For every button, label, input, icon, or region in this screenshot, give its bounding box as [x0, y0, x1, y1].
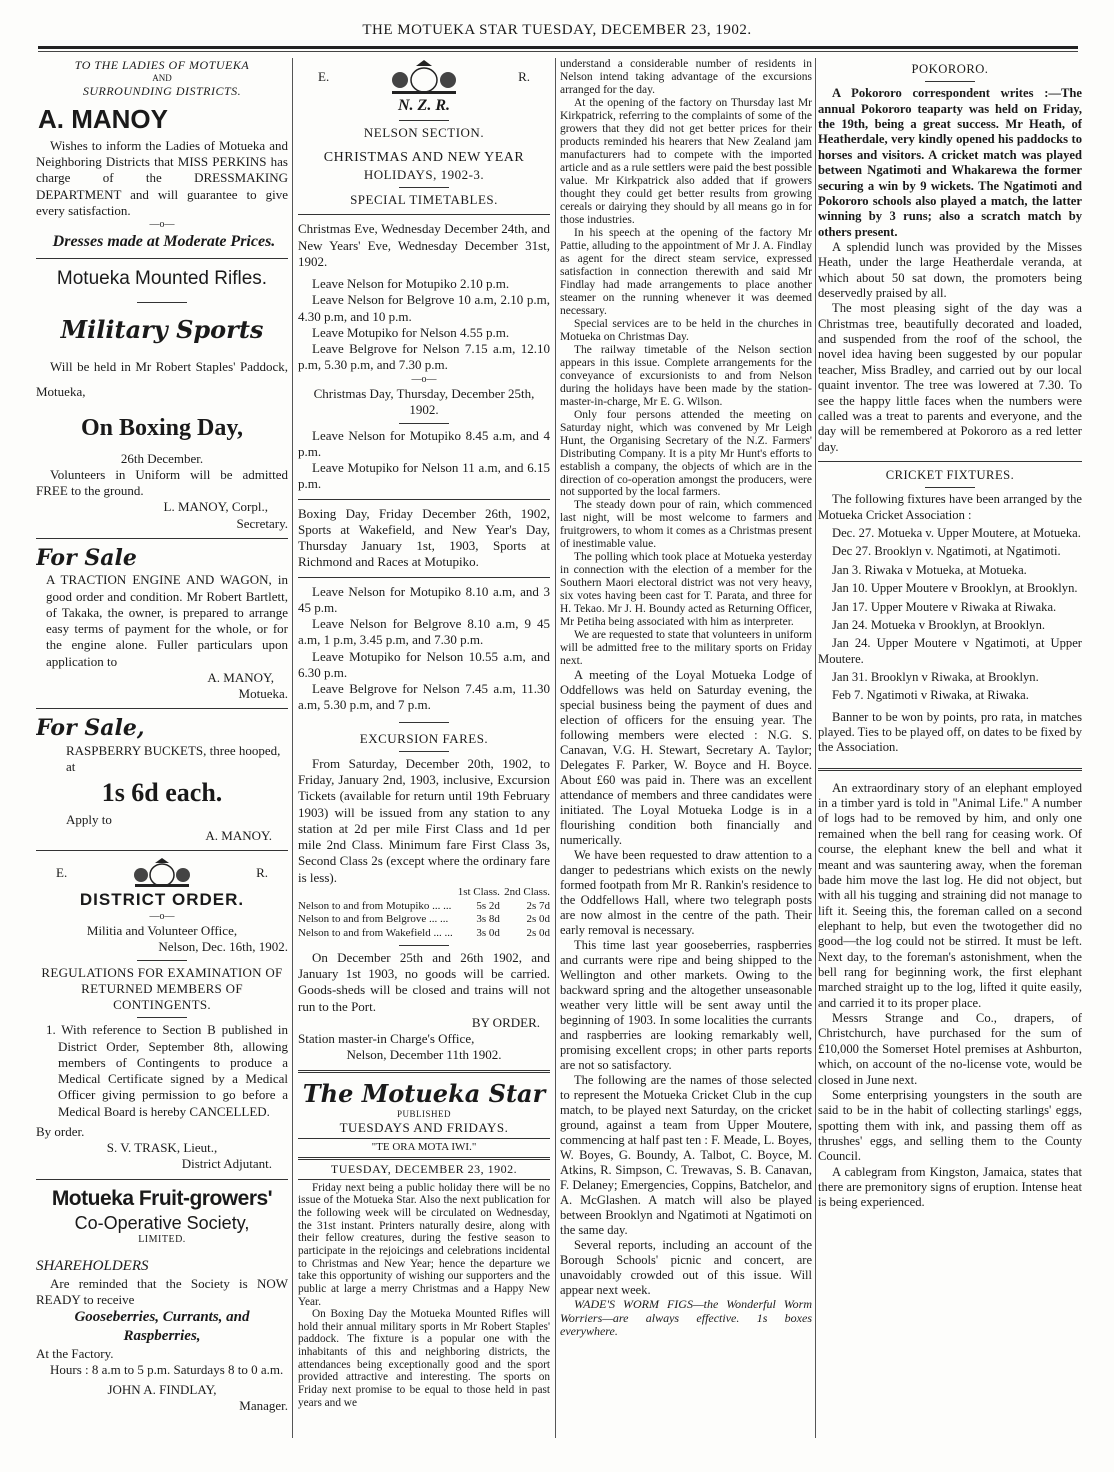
fares-col-second: 2nd Class.	[504, 885, 550, 898]
timetable-entry: Leave Motupiko for Nelson 10.55 a.m, and 6.30 p.m.	[298, 648, 550, 680]
rifles-advert	[36, 267, 288, 532]
fare-first: 3s 0d	[476, 927, 500, 939]
royal-crest	[36, 857, 288, 889]
column-1	[36, 58, 288, 1415]
divider	[298, 499, 550, 500]
divider	[818, 768, 1082, 771]
fixture-item: Jan 3. Riwaka v Motueka, at Motueka.	[832, 562, 1027, 577]
fare-first: 5s 2d	[476, 899, 500, 912]
timetables-heading: SPECIAL TIMETABLES.	[350, 192, 498, 207]
news-paragraph: The most pleasing sight of the day was a Christmas tree, beautifully decorated and loaded, and suspended from the roof of the school, the novel idea having been suggested by our popular teacher, Miss Bradley, and carried out by our local quaint inventor. The tree was lowered at 7.30. To see the happy little faces when the numbers were called was a treat to parents and everyone, and the day will be remembered at Pokororo as a red letter day.	[818, 301, 1082, 454]
goods-notice: On December 25th and 26th 1902, and January 1st 1903, no goods will be carried. Goods-sheds will be closed and trains will not run to the Port.	[298, 949, 550, 1014]
rifles-title: Motueka Mounted Rifles.	[56, 267, 268, 289]
masthead-rule-thin	[38, 51, 1078, 52]
ad-heading-sub: SURROUNDING DISTRICTS.	[82, 84, 242, 99]
divider	[36, 708, 288, 709]
signature: S. V. TRASK, Lieut.,	[106, 1140, 218, 1156]
divider	[137, 302, 187, 303]
fare-second: 2s 0d	[526, 913, 550, 926]
fare-second: 2s 7d	[526, 899, 550, 912]
divider	[36, 850, 288, 851]
volunteers-note: Volunteers in Uniform will be admitted FREE to the ground.	[36, 466, 288, 499]
schedule-heading: Christmas Eve, Wednesday December 24th, and New Years' Eve, Wednesday December 31st, 1902.	[298, 221, 550, 269]
column-divider	[815, 58, 816, 1438]
station-office: Station master-in Charge's Office,	[298, 1031, 475, 1046]
news-paragraph: Several reports, including an account of the Borough Schools' picnic and concert, are unavoidably crowded out of this issue. Will appear next week.	[560, 1238, 812, 1298]
pokororo-heading: POKORORO.	[911, 62, 989, 76]
news-paragraph: We are requested to state that volunteers in uniform will be admitted free to the military sports on Friday next.	[560, 629, 812, 668]
crest-e: E.	[56, 865, 68, 881]
nzr-heading: N. Z. R.	[398, 97, 450, 114]
news-paragraph: Only four persons attended the meeting on Saturday night, which was convened by Mr Leigh Hunt, the Organising Secretary of the N.Z. Farmers' Distributing Company. It is a pity Mr Hunt's efforts to establish a company, the objects of which are in the direction of co-operation amongst the producers, were not supported by the local farmers.	[560, 408, 812, 499]
fixture-item: Jan 17. Upper Moutere v Riwaka at Riwaka.	[832, 599, 1057, 614]
fixture-item: Jan 10. Upper Moutere v Brooklyn, at Brooklyn.	[832, 581, 1078, 596]
advertiser-name: A. MANOY	[38, 104, 168, 135]
signature-role: Manager.	[239, 1398, 288, 1414]
divider	[36, 1179, 288, 1180]
divider	[137, 1017, 187, 1018]
section-heading: NELSON SECTION.	[363, 125, 485, 140]
divider	[298, 1179, 550, 1180]
crest-e: E.	[318, 68, 330, 84]
office-date: Nelson, Dec. 16th, 1902.	[158, 939, 288, 955]
ad-heading: TO THE LADIES OF MOTUEKA	[74, 58, 250, 72]
news-paragraph: We have been requested to draw attention to a danger to pedestrians which exists on the newly formed footpath from Mr R. Rankin's residence to the Oddfellows Hall, where two telegraph posts are now almost in the centre of the path. Their early removal is necessary.	[560, 848, 812, 938]
news-paragraph: This time last year gooseberries, raspberries and currants were ripe and being shipped to the Wellington and other markets. Owing to the backward spring and the altogether unseasonable weather very little will be sent away until the beginning of 1903. In some localities the currants and raspberries are looking remarkably well, promising excellent crops; in other parts reports are not so satisfactory.	[560, 938, 812, 1073]
office-line: Militia and Volunteer Office,	[86, 923, 238, 939]
hours: Hours : 8 a.m to 5 p.m. Saturdays 8 to 0 a.m.	[50, 1361, 284, 1377]
timetable-entry: Leave Nelson for Belgrove 8.10 a.m, 9 45 a.m, 1 p.m, 3.45 p.m, and 7.30 p.m.	[298, 616, 550, 648]
fare-route: Nelson to and from Wakefield ... ...	[298, 927, 453, 939]
signature-role: Secretary.	[236, 515, 288, 531]
coat-of-arms-icon	[384, 58, 464, 96]
fare-route: Nelson to and from Belgrove ... ...	[298, 913, 449, 926]
newspaper-title: The Motueka Star	[302, 1078, 546, 1108]
fare-second: 2s 0d	[526, 927, 550, 939]
divider	[399, 423, 449, 424]
regulations-heading: REGULATIONS FOR EXAMINATION OF RETURNED MEMBERS OF CONTINGENTS.	[41, 964, 283, 1013]
fares-body: From Saturday, December 20th, 1902, to Friday, January 2nd, 1903, inclusive, Excursion Tickets (available for return until 19th February 1903) will be issued from any station to any station at 2d per mile First Class and 1d per mile 2nd Class. Minimum fare First Class 3s, Second Class 2s (except where the ordinary fare is less).	[298, 755, 550, 885]
fixture-item: Jan 24. Motueka v Brooklyn, at Brooklyn.	[832, 617, 1046, 632]
regulation-item: 1. With reference to Section B published in District Order, September 8th, allowing members of Contingents to produce a Medical Certificate signed by a Medical Officer giving permission to go before a Medical Board is hereby CANCELLED.	[46, 1022, 288, 1119]
for-sale-body: A TRACTION ENGINE AND WAGON, in good order and condition. Mr Robert Bartlett, of Takaka, the owner, is prepared to arrange easy terms of payment for the whole, or for the engine alone. Fuller particulars upon application to	[46, 572, 288, 669]
fixture-item: Dec. 27. Motueka v. Upper Moutere, at Motueka.	[832, 526, 1081, 541]
manoy-advert	[36, 58, 288, 252]
divider	[399, 187, 449, 188]
news-paragraph: Messrs Strange and Co., drapers, of Christchurch, have purchased for the sum of £10,000 the Somerset Hotel premises at Ashburton, which, on account of the no-license vote, would be closed in June next.	[818, 1011, 1082, 1087]
news-paragraph: The steady down pour of rain, which commenced last night, will be most welcome to farmers and fruitgrowers, to whom it comes as a Christmas present of inestimable value.	[560, 499, 812, 551]
limited: LIMITED.	[138, 1234, 186, 1246]
divider	[36, 538, 288, 539]
signature: JOHN A. FINDLAY,	[107, 1382, 217, 1398]
holidays-heading: CHRISTMAS AND NEW YEAR	[323, 150, 525, 166]
fares-heading: EXCURSION FARES.	[359, 730, 489, 746]
royal-crest	[298, 58, 550, 96]
divider	[925, 487, 975, 488]
table-row	[298, 913, 550, 927]
timetable-entry: Leave Nelson for Motupiko 8.10 a.m, and 3 45 p.m.	[298, 583, 550, 615]
shareholders-heading: SHAREHOLDERS	[36, 1257, 149, 1274]
signature-place: Motueka.	[238, 686, 288, 702]
timetable-entry: Leave Belgrove for Nelson 7.15 a.m, 12.10 p.m, 5.30 p.m, and 7.30 p.m.	[298, 341, 550, 373]
divider	[399, 120, 449, 121]
divider	[137, 960, 187, 961]
signature: A. MANOY.	[205, 828, 272, 844]
news-paragraph: At the opening of the factory on Thursday last Mr Kirkpatrick, referring to the complaints of some of the growers that they did not get better prices for their products reminded his hearers that New Zealand jam manufacturers had to compete with the imported article and as a rule settlers were paid the best possible value. Mr Kirkpatrick also added that if growers thought they could get better results from growing cereals or dairying they should by all means go in for those industries.	[560, 96, 812, 226]
published-label: PUBLISHED	[396, 1108, 451, 1119]
divider	[298, 1138, 550, 1139]
divider	[818, 461, 1082, 462]
divider	[399, 751, 449, 752]
shareholders-note: Are reminded that the Society is NOW READY to receive	[36, 1275, 288, 1307]
for-sale-buckets-advert	[36, 715, 288, 844]
editorial-paragraph: Friday next being a public holiday there will be no issue of the Motueka Star. Also the next publication for the following week will be circulated on Wednesday, the 31st instant. Printers naturally desire, along with their fellow creatures, during the festive season to participate in the rejoicings and celebrations incidental to Christmas and New Year; hence the departure we take this opportunity of wishing our supporters and the public at large a merry Christmas and a Happy New Year.	[298, 1181, 550, 1308]
fares-col-first: 1st Class.	[457, 885, 500, 898]
masthead-rule	[38, 46, 1078, 49]
news-paragraph: understand a considerable number of residents in Nelson intend taking advantage of the excursions arranged for the day.	[560, 58, 812, 96]
schedule-heading: Boxing Day, Friday December 26th, 1902, Sports at Wakefield, and New Year's Day, Thursday January 1st, 1903, Sports at Richmond and Races at Motupiko.	[298, 505, 550, 570]
boxing-day-heading: On Boxing Day,	[80, 414, 244, 441]
signature: L. MANOY, Corpl.,	[163, 499, 268, 515]
signature: A. MANOY,	[207, 669, 274, 685]
editorial-paragraph: On Boxing Day the Motueka Mounted Rifles will hold their annual military sports in Mr Robert Staples' paddock. The fixture is a popular one with the inhabitants of this and neighboring districts, the attendances being exceptionally good and the sport provided attractive and interesting. The sports on Friday next promise to be equal to those held in past years and we	[298, 1308, 550, 1409]
dateline: TUESDAY, DECEMBER 23, 1902.	[330, 1161, 518, 1176]
district-order-title: DISTRICT ORDER.	[79, 890, 245, 910]
news-paragraph: The following are the names of those selected to represent the Motueka Cricket Club in the cup match, to be played next Saturday, on the cricket ground, against a team from Upper Moutere, commencing at half past ten : F. Meade, L. Boyes, W. Boyes, G. Boundy, A. Talbot, C. Boyce, M. Atkins, R. Simpson, C. Trewavas, S. B. Canavan, F. Delaney; Emergencies, Coppins, Batchelor, and A. McGlashen. A match will also be played between Brooklyn and Ngatimoti at Ngatimoti on the same day.	[560, 1073, 812, 1238]
signature-role: District Adjutant.	[181, 1156, 272, 1172]
divider	[298, 1157, 550, 1160]
publication-days: TUESDAYS AND FRIDAYS.	[339, 1119, 509, 1135]
masthead: THE MOTUEKA STAR TUESDAY, DECEMBER 23, 1902.	[362, 22, 752, 38]
for-sale-body: RASPBERRY BUCKETS, three hooped, at	[66, 742, 281, 775]
ad-heading-and: AND	[152, 73, 172, 83]
fare-route: Nelson to and from Motupiko ... ...	[298, 899, 452, 912]
timetable-entry: Leave Belgrove for Nelson 7.45 a.m, 11.30 a.m, 5.30 p.m, and 7 p.m.	[298, 681, 550, 713]
price: 1s 6d each.	[101, 778, 223, 808]
for-sale-engine-advert	[36, 545, 288, 703]
location: At the Factory.	[36, 1345, 114, 1361]
cricket-intro: The following fixtures have been arranged by the Motueka Cricket Association :	[818, 492, 1082, 522]
news-paragraph: Special services are to be held in the churches in Motueka on Christmas Day.	[560, 317, 812, 343]
column-divider	[555, 58, 556, 1438]
divider	[298, 577, 550, 578]
by-order: By order.	[36, 1123, 85, 1139]
divider	[298, 1070, 550, 1073]
produce-list: Gooseberries, Currants, and Raspberries,	[74, 1309, 250, 1344]
column-2	[298, 58, 550, 1409]
news-paragraph: The polling which took place at Motueka yesterday in connection with the election of a member for the Southern Maori electoral district was not very heavy, six votes having been cast for T. Parata, and three for H. Tekao. Mr J. H. Boundy acted as Returning Officer, Mr Petiha being associated with him as interpreter.	[560, 551, 812, 629]
station-date: Nelson, December 11th 1902.	[346, 1047, 502, 1063]
timetable-entry: Leave Nelson for Belgrove 10 a.m, 2.10 p.m, 4.30 p.m, and 10 p.m.	[298, 292, 550, 324]
motto: "TE ORA MOTA IWI."	[371, 1141, 477, 1153]
news-paragraph: In his speech at the opening of the factory Mr Pattie, alluding to the appointment of Mr J. A. Findlay as agent for the direct steam service, expressed satisfaction in connection therewith and said Mr Findlay had made arrangements to place another steamer on the running whenever it was deemed necessary.	[560, 226, 812, 317]
news-paragraph: A cablegram from Kingston, Jamaica, states that there are premonitory signs of eruption. Intense heat is being experienced.	[818, 1164, 1082, 1210]
table-row	[298, 927, 550, 941]
news-paragraph: A splendid lunch was provided by the Misses Heath, under the large Heatherdale veranda, at which about 50 sat down, the promoters being deservedly praised by all.	[818, 239, 1082, 301]
news-paragraph: The railway timetable of the Nelson section appears in this issue. Complete arrangements for the conveyance of excursionists to and from Nelson during the holidays have been made by the station-master-in-charge, Mr E. G. Wilson.	[560, 343, 812, 408]
advert-snippet: WADE'S WORM FIGS—the Wonderful Worm Worriers—are always effective. 1s boxes everywhere.	[560, 1297, 812, 1339]
fixture-item: Feb 7. Ngatimoti v Riwaka, at Riwaka.	[832, 688, 1029, 703]
table-row	[298, 900, 550, 914]
fruitgrowers-advert	[36, 1186, 288, 1415]
separator: —o—	[411, 373, 437, 385]
apply-line: Apply to	[66, 811, 112, 827]
holidays-years: HOLIDAYS, 1902-3.	[363, 166, 485, 182]
timetable-entry: Leave Motupiko for Nelson 11 a.m, and 6.15 p.m.	[298, 460, 550, 492]
schedule-heading: Christmas Day, Thursday, December 25th, 1902.	[313, 386, 535, 418]
fares-table-header	[298, 886, 550, 900]
ad-tagline: Dresses made at Moderate Prices.	[52, 232, 276, 250]
news-paragraph: A Pokororo correspondent writes :—The annual Pokororo teaparty was held on Friday, the 19th, being a great success. Mr Heath, of Heatherdale, very kindly opened his paddocks to horses and visitors. A cricket match was played between Ngatimoti and Whakarewa the former securing a win by 9 wickets. The Ngatimoti and Pokororo schools also played a match, the latter winning by 3 runs; also a scratch match by others present.	[818, 86, 1082, 239]
divider	[298, 214, 550, 215]
timetable-entry: Leave Nelson for Motupiko 8.45 a.m, and 4 p.m.	[298, 427, 550, 459]
district-order-advert	[36, 857, 288, 1172]
column-divider	[292, 58, 293, 1438]
for-sale-heading: For Sale	[36, 544, 137, 571]
divider	[925, 81, 975, 82]
crest-r: R.	[518, 68, 530, 84]
cricket-heading: CRICKET FIXTURES.	[885, 467, 1015, 482]
railway-advert	[298, 58, 550, 1064]
news-paragraph: An extraordinary story of an elephant employed in a timber yard is told in "Animal Life." A number of logs had to be removed by him, and only one remained when the bell rang for ceasing work. Of course, the elephant knew the bell and what it meant and was sauntering away, when the foreman bade him move the last log. He did not object, but with all his tugging and straining did not manage to lift it. Seeing this, the foreman called on a second elephant to help, but even the twotogether did no good—the log could not be stirred. It must be left. Next day, to the foreman's astonishment, when the bell rang for beginning work, the first elephant marched straight up to the log, lifted it quite easily, and carried it to its proper place.	[818, 780, 1082, 1010]
editorial-section	[298, 1079, 550, 1410]
for-sale-heading: For Sale,	[36, 715, 145, 742]
sports-date: 26th December.	[120, 450, 204, 466]
fixture-item: Jan 31. Brooklyn v Riwaka, at Brooklyn.	[832, 669, 1039, 684]
fares-table	[298, 886, 550, 941]
cricket-banner-note: Banner to be won by points, pro rata, in matches played. Ties to be played off, on dates to be fixed by the Association.	[818, 709, 1082, 755]
separator: —o—	[149, 910, 175, 922]
fixture-item: Jan 24. Upper Moutere v Ngatimoti, at Upper Moutere.	[818, 636, 1082, 666]
sports-heading: Military Sports	[60, 315, 264, 345]
crest-r: R.	[256, 865, 268, 881]
society-name: Co-Operative Society,	[74, 1212, 250, 1233]
coat-of-arms-icon	[127, 857, 197, 889]
fixture-item: Dec 27. Brooklyn v. Ngatimoti, at Ngatimoti.	[832, 544, 1061, 559]
news-paragraph: A meeting of the Loyal Motueka Lodge of Oddfellows was held on Saturday evening, the special business being the payment of dues and election of officers for the ensuing year. The following members were elected : N.G. S. Canavan, V.G. H. Stewart, Secretary A. Taylor; Delegates F. Parker, W. Boyce and H. Boyce. About £60 was paid in. There was an excellent attendance of members and three candidates were initiated. The Loyal Motueka Lodge is in a flourishing condition both financially and numerically.	[560, 668, 812, 848]
divider	[36, 258, 288, 259]
ad-body: Wishes to inform the Ladies of Motueka and Neighboring Districts that MISS PERKINS has charge of the DRESSMAKING DEPARTMENT and will guarantee to give every satisfaction.	[36, 137, 288, 218]
news-paragraph: Some enterprising youngsters in the south are said to be in the habit of collecting starlings' eggs, spotting them with ink, and passing them off as thrushes' eggs, and selling them to the County Council.	[818, 1087, 1082, 1164]
timetable-entry: Leave Nelson for Motupiko 2.10 p.m.	[312, 276, 510, 291]
sports-venue: Will be held in Mr Robert Staples' Paddock, Motueka,	[36, 359, 288, 399]
fruitgrowers-title: Motueka Fruit-growers'	[51, 1186, 273, 1210]
by-order: BY ORDER.	[471, 1014, 540, 1030]
divider	[399, 722, 449, 723]
separator: —o—	[149, 219, 175, 230]
timetable-entry: Leave Motupiko for Nelson 4.55 p.m.	[312, 324, 510, 340]
fare-first: 3s 8d	[476, 913, 500, 926]
column-4	[818, 58, 1082, 1211]
divider	[399, 945, 449, 946]
column-3	[560, 58, 812, 1339]
